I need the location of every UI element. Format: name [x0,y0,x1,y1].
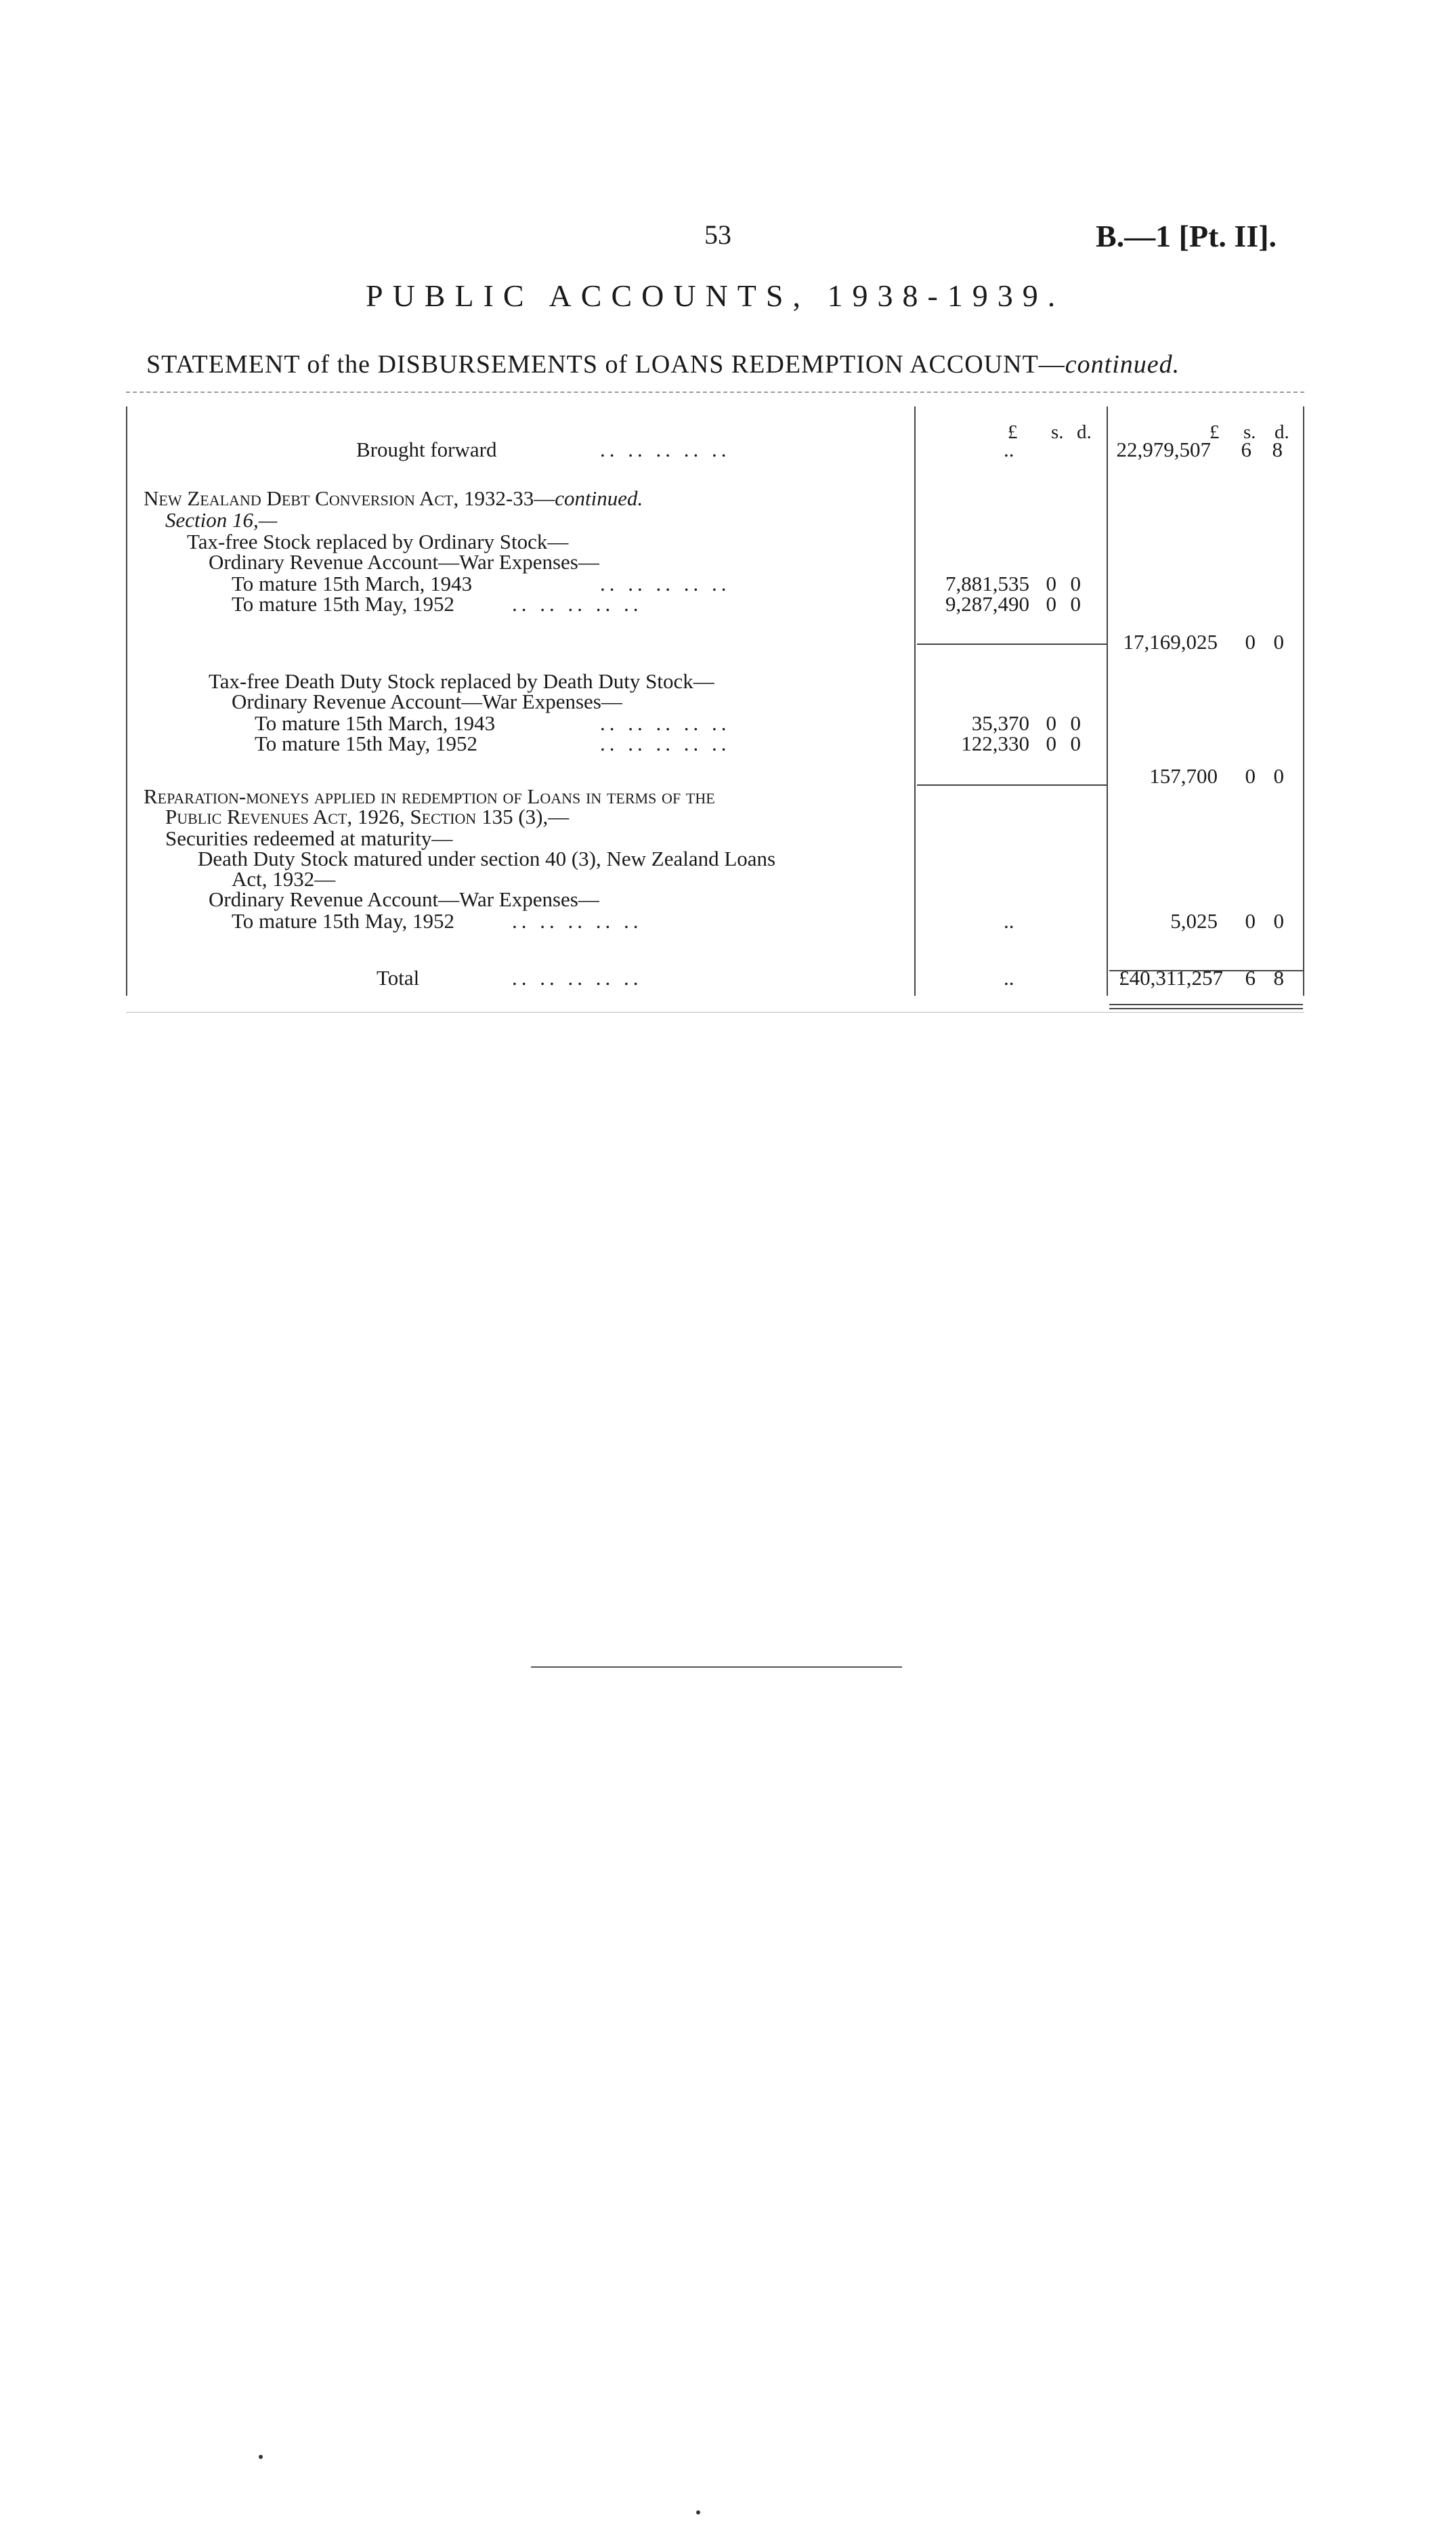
total-amount: £40,311,257 [1119,966,1223,990]
taxfree-death-duty-label: Tax-free Death Duty Stock replaced by Death Duty Stock— [209,669,714,693]
row-mature-1952-c [126,909,1304,932]
row-mature-1943-b [126,711,1304,734]
statement-suffix: continued. [1065,350,1180,379]
total-rule-bottom-2 [1109,1008,1303,1009]
reparation-2-label: Public Revenues Act, 1926, Section 135 (3),— [165,805,570,828]
reparation-1-label: Reparation-moneys applied in redemption of Loans in terms of the [144,784,715,808]
leader-dots: .. .. .. .. .. [600,732,731,755]
row-total [126,966,1304,989]
section-16-label: Section 16,— [165,508,278,532]
subtotal-b-amount: 157,700 [1149,764,1218,788]
mature-1943-a-shillings: 0 [1046,572,1056,595]
brought-forward-amount: 22,979,507 [1116,438,1211,461]
subtotal-a-amount: 17,169,025 [1123,630,1218,654]
leader-dots: .. .. .. .. .. [600,438,731,461]
brought-forward-shillings: 6 [1241,438,1251,461]
brought-forward-label: Brought forward [356,438,497,461]
col2-pence-header: d. [1275,421,1289,443]
document-reference: B.—1 [Pt. II]. [1096,219,1277,253]
scan-speck [259,2455,263,2459]
securities-label: Securities redeemed at maturity— [165,826,453,850]
statement-prefix: STATEMENT of the DISBURSEMENTS of LOANS REDEMPTION ACCOUNT— [146,350,1065,379]
total-pence: 8 [1273,966,1284,990]
table-bottom-border [126,1012,1304,1013]
leader-dots: .. .. .. .. .. [600,711,731,735]
row-subtotal-b [126,764,1304,787]
mature-1943-a-pence: 0 [1070,572,1081,595]
page-number: 53 [704,219,731,250]
row-mature-1952-a [126,592,1304,615]
mature-1952-a-label: To mature 15th May, 1952 [232,592,455,616]
mature-1952-b-pence: 0 [1070,732,1081,755]
mature-1952-c-pence: 0 [1273,909,1284,933]
total-shillings: 6 [1245,966,1256,990]
scan-speck [696,2510,700,2514]
disbursements-table [126,392,1304,1012]
ordinary-revenue-2-label: Ordinary Revenue Account—War Expenses— [232,690,622,713]
col1-shillings-header: s. [1051,421,1064,443]
mature-1952-c-label: To mature 15th May, 1952 [232,909,455,933]
death-duty-2-label: Act, 1932— [232,867,336,891]
total-label: Total [377,966,420,990]
row-subtotal-a [126,630,1304,653]
row-brought-forward [126,438,1304,461]
ordinary-revenue-3-label: Ordinary Revenue Account—War Expenses— [209,887,599,911]
nz-debt-act-suffix: continued. [555,486,643,510]
taxfree-stock-label: Tax-free Stock replaced by Ordinary Stock— [187,530,569,553]
row-section-16 [126,508,1304,531]
leader-dots: .. .. .. .. .. [600,572,731,595]
mature-1952-b-shillings: 0 [1046,732,1056,755]
row-taxfree-stock [126,530,1304,553]
row-reparation-2 [126,805,1304,828]
subtotal-b-pence: 0 [1273,764,1284,788]
mature-1952-a-shillings: 0 [1046,592,1056,616]
row-ordinary-revenue-2 [126,690,1304,713]
subtotal-a-shillings: 0 [1245,630,1256,654]
mature-1952-c-amount: 5,025 [1170,909,1218,933]
mature-1952-a-amount: 9,287,490 [945,592,1029,616]
mature-1943-b-shillings: 0 [1046,711,1056,735]
mature-1952-b-amount: 122,330 [961,732,1029,755]
row-mature-1943-a [126,572,1304,595]
row-ordinary-revenue-1 [126,550,1304,573]
mature-1943-b-amount: 35,370 [971,711,1029,735]
leader-dots: .. .. .. .. .. [512,909,643,933]
row-death-duty-1 [126,847,1304,870]
mature-1952-c-shillings: 0 [1245,909,1256,933]
mature-1943-a-label: To mature 15th March, 1943 [232,572,473,595]
statement-heading [146,350,1180,379]
brought-forward-pence: 8 [1272,438,1283,461]
death-duty-1-label: Death Duty Stock matured under section 40 (3), New Zealand Loans [198,847,776,870]
row-taxfree-death-duty [126,669,1304,692]
col2-pound-header: £ [1209,421,1220,443]
nz-debt-act-label: New Zealand Debt Conversion Act, 1932-33— [144,486,555,510]
brought-forward-col1: .. [1004,438,1014,461]
mature-1952-c-col1: .. [1004,909,1014,933]
total-col1: .. [1004,966,1014,990]
leader-dots: .. .. .. .. .. [512,592,643,616]
mature-1943-b-label: To mature 15th March, 1943 [255,711,496,735]
row-death-duty-2 [126,867,1304,890]
col1-pence-header: d. [1077,421,1092,443]
row-mature-1952-b [126,732,1304,755]
subtotal-b-shillings: 0 [1245,764,1256,788]
mature-1943-b-pence: 0 [1070,711,1081,735]
leader-dots: .. .. .. .. .. [512,966,643,990]
section-end-rule [531,1666,902,1668]
page-title: PUBLIC ACCOUNTS, 1938-1939. [366,278,1065,313]
ordinary-revenue-1-label: Ordinary Revenue Account—War Expenses— [209,550,599,574]
subtotal-a-pence: 0 [1273,630,1284,654]
row-reparation-1 [126,784,1304,807]
mature-1952-b-label: To mature 15th May, 1952 [255,732,478,755]
row-ordinary-revenue-3 [126,887,1304,910]
col2-shillings-header: s. [1243,421,1256,443]
row-securities [126,826,1304,849]
col1-pound-header: £ [1008,421,1018,443]
row-nz-debt-act [126,486,1304,509]
mature-1943-a-amount: 7,881,535 [945,572,1029,595]
total-rule-bottom-1 [1109,1004,1303,1005]
mature-1952-a-pence: 0 [1070,592,1081,616]
